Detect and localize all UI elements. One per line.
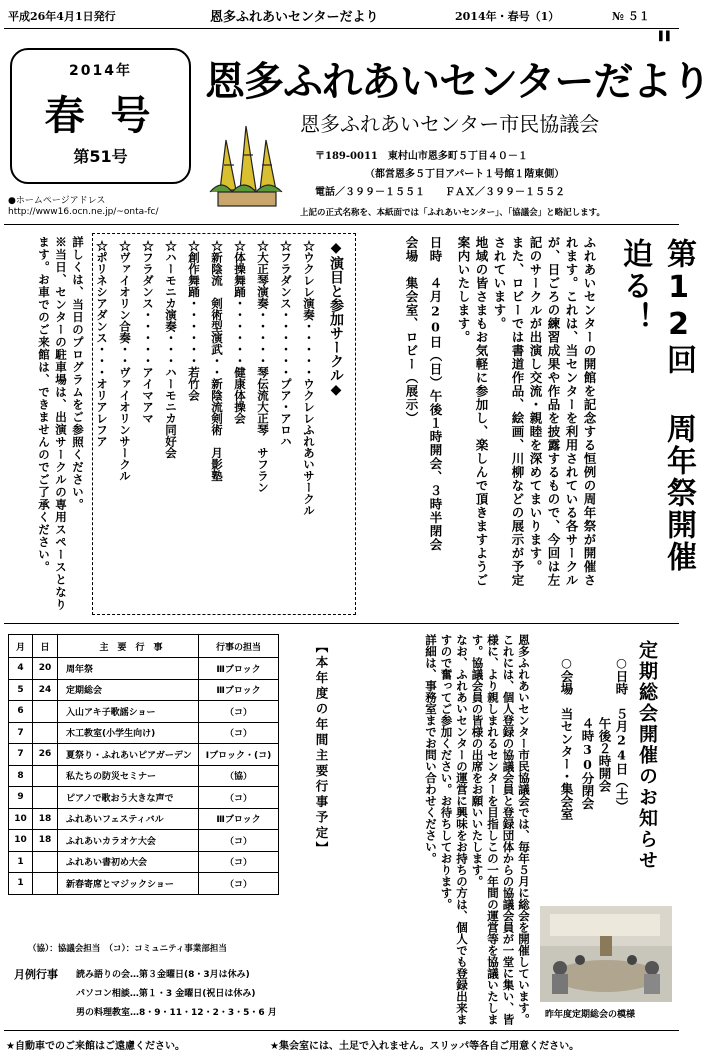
bamboo-center: [240, 126, 256, 190]
meeting-headline: 定期総会開催のお知らせ: [636, 640, 658, 871]
festival-paragraph-3: 地域の皆さまもお気軽に参加し、楽しんで頂きますようご案内いたします。: [456, 236, 489, 587]
masthead-rule: [4, 224, 679, 225]
cell-month: 10: [9, 830, 33, 852]
cell-event: ふれあいフェスティバル: [58, 808, 199, 830]
kadomatsu-illustration: [200, 120, 290, 210]
cell-organizer: （コ）: [199, 873, 279, 895]
header-season: 2014年・春号（1）: [455, 10, 560, 23]
cell-organizer: （コ）: [199, 787, 279, 809]
cell-event: 木工教室(小学生向け): [58, 722, 199, 744]
parking-notice: [8, 236, 86, 611]
cell-day: 26: [33, 744, 58, 766]
circle-item: ☆フラダンス・・・・・・プア・アロハ: [279, 240, 293, 447]
circle-item: ☆ハーモニカ演奏・・・ハーモニカ同好会: [164, 240, 178, 459]
pine-leaves: [210, 185, 282, 192]
issue-badge: [10, 48, 191, 184]
header-paper-name: 恩多ふれあいセンターだより: [210, 10, 379, 25]
cell-organizer: （コ）: [199, 722, 279, 744]
footer-notice-car: ★自動車でのご来館はご遠慮ください。: [6, 1041, 185, 1052]
meeting-paragraph-3: なお、ふれあいセンターの運営に興味をお持ちの方は、個人でも登録出来ますので奮ってご参加ください。お待ちしております。: [439, 634, 469, 1025]
cell-organizer: Ⅲブロック: [199, 679, 279, 701]
monthly-item: 男の料理教室…8・9・11・12・2・3・5・6 月: [76, 1008, 277, 1018]
cell-event: 周年祭: [58, 658, 199, 680]
table-row: [9, 658, 279, 680]
circle-item: ☆ポリネシアダンス・・・オリアレフア: [95, 240, 109, 447]
schedule-side-title: 【本年度の年間主要行事予定】: [314, 640, 329, 857]
meeting-paragraph-1: 恩多ふれあいセンター市民協議会では、毎年５月に総会を開催しています。: [517, 634, 531, 1025]
cell-day: 18: [33, 830, 58, 852]
circle-item: ☆ウクレレ演奏・・・・・ウクレレふれあいサークル: [302, 240, 316, 516]
cell-organizer: Ⅰブロック・(コ): [199, 744, 279, 766]
meeting-schedule: [540, 655, 630, 895]
schedule-table: [8, 634, 279, 895]
badge-season: 春 号: [44, 92, 157, 139]
table-row: [9, 851, 279, 873]
cell-day: [33, 851, 58, 873]
festival-paragraph-2: また、ロビーでは書道作品、絵画、川柳などの展示が予定されています。: [492, 236, 525, 587]
cell-month: 9: [9, 787, 33, 809]
cell-event: 定期総会: [58, 679, 199, 701]
corner-mark: ▌▌: [659, 32, 673, 42]
meeting-body: [345, 634, 531, 1032]
masthead-title: 恩多ふれあいセンターだより: [205, 58, 710, 105]
header-organizer: 行事の担当: [199, 635, 279, 658]
meeting-paragraph-2: これには、個人登録の協議会員と登録団体からの協議会員が一堂に集い、皆様に、より親しまれるセンターを目指しこの一年間の運営等を協議いたします。協議会員の皆様の出席をお願いいたします。: [470, 634, 516, 1025]
meeting-date: ○日時 ５月24日（土）: [614, 655, 629, 813]
abbreviation-note: 上記の正式名称を、本紙面では「ふれあいセンター」、「協議会」と略記します。: [300, 208, 605, 218]
schedule-legend: （協）：協議会担当 （コ）：コミュニティ事業部担当: [28, 944, 227, 954]
cell-month: 10: [9, 808, 33, 830]
address-line1: 〒189-0011 東村山市恩多町５丁目４０－１: [315, 151, 528, 162]
cell-month: 7: [9, 744, 33, 766]
footer-notice-slippers: ★集会室には、土足で入れません。スリッパ等各自ご用意ください。: [270, 1041, 580, 1052]
cell-event: 新春寄席とマジックショー: [58, 873, 199, 895]
cell-month: 4: [9, 658, 33, 680]
circle-item: ☆大正琴演奏・・・・・琴伝流大正琴 サフラン: [256, 240, 270, 493]
middle-rule: [4, 623, 679, 624]
header-rule: [4, 28, 679, 29]
cell-month: 5: [9, 679, 33, 701]
circle-item: ☆新陰流 剣術型演武・・新陰流剣術 月影塾: [210, 240, 224, 482]
table-row: [9, 679, 279, 701]
photo-caption: 昨年度定期総会の模様: [545, 1010, 636, 1020]
festival-body: [362, 236, 598, 596]
cell-month: 6: [9, 701, 33, 723]
cell-event: 私たちの防災セミナー: [58, 765, 199, 787]
kadomatsu-base: [218, 192, 276, 206]
cell-event: 夏祭り・ふれあいピアガーデン: [58, 744, 199, 766]
circle-item: ☆フラダンス・・・・・アイマアマ: [141, 240, 155, 424]
monthly-label: 月例行事: [14, 968, 58, 981]
table-row: [9, 830, 279, 852]
cell-organizer: Ⅲブロック: [199, 658, 279, 680]
issue-date: 平成26年4月1日発行: [8, 10, 116, 23]
cell-day: 18: [33, 808, 58, 830]
header-month: 月: [9, 635, 33, 658]
cell-organizer: （コ）: [199, 830, 279, 852]
circles-title: ◆演目と参加サークル◆: [328, 240, 344, 398]
cell-day: 20: [33, 658, 58, 680]
festival-headline: 第12回 周年祭開催迫る！: [617, 238, 696, 573]
circle-item: ☆創作舞踊・・・・・・若竹会: [187, 240, 201, 401]
cell-day: [33, 873, 58, 895]
cell-event: 入山アキ子歌謡ショー: [58, 701, 199, 723]
cell-event: ふれあい書初め大会: [58, 851, 199, 873]
masthead-subtitle: 恩多ふれあいセンター市民協議会: [300, 112, 600, 136]
homepage-label: ●ホームページアドレス: [8, 196, 106, 206]
meeting-time-open: 午後２時開会: [597, 717, 612, 792]
badge-year: 2014年: [69, 63, 132, 79]
cell-event: ふれあいカラオケ大会: [58, 830, 199, 852]
cell-day: [33, 701, 58, 723]
meeting-photo: [540, 906, 672, 1002]
meeting-time-close: ４時30分閉会: [580, 717, 595, 810]
monthly-item: パソコン相談…第１・3 金曜日(祝日は休み): [76, 989, 256, 999]
monthly-item: 読み語りの会…第３金曜日(8・3月は休み): [76, 970, 250, 980]
cell-organizer: （協）: [199, 765, 279, 787]
cell-organizer: （コ）: [199, 701, 279, 723]
homepage-link[interactable]: http://www16.ocn.ne.jp/~onta-fc/: [8, 207, 159, 217]
cell-month: 1: [9, 873, 33, 895]
festival-date: 日時 ４月20日（日）午後１時開会、３時半閉会: [428, 236, 443, 552]
cell-month: 1: [9, 851, 33, 873]
table-row: [9, 787, 279, 809]
footer-rule: [4, 1030, 679, 1031]
program-note: 詳しくは、当日のプログラムをご参照ください。: [71, 236, 85, 511]
badge-issue-number: 第51号: [73, 147, 128, 166]
table-row: [9, 722, 279, 744]
header-number: № ５１: [612, 10, 650, 23]
table-row: [9, 765, 279, 787]
phone-fax: 電話／３９９－１５５１ ＦＡＸ／３９９－１５５２: [315, 187, 565, 198]
cell-day: [33, 787, 58, 809]
address-line2: （都営恩多５丁目アパート１号館１階東側）: [365, 169, 565, 180]
meeting-venue: ○会場 当センター・集会室: [559, 655, 574, 820]
cell-organizer: Ⅲブロック: [199, 808, 279, 830]
circle-item: ☆ヴァイオリン合奏・・ヴァイオリンサークル: [118, 240, 132, 482]
table-row: [9, 701, 279, 723]
table-header-row: [9, 635, 279, 658]
cell-month: 8: [9, 765, 33, 787]
cell-event: ピアノで歌おう大きな声で: [58, 787, 199, 809]
cell-month: 7: [9, 722, 33, 744]
header-day: 日: [33, 635, 58, 658]
circles-list: [90, 240, 347, 606]
parking-note: ※当日、センターの駐車場は、出演サークルの専用スペースとなります。お車でのご来館は、できませんのでご了承ください。: [37, 236, 68, 611]
festival-venue: 会場 集会室、ロビー（展示）: [404, 236, 419, 425]
table-row: [9, 808, 279, 830]
meeting-paragraph-4: 詳細は、事務室までお問い合わせください。: [424, 634, 438, 864]
circles-box: [92, 233, 356, 615]
header-event: 主 要 行 事: [58, 635, 199, 658]
cell-day: [33, 765, 58, 787]
cell-day: 24: [33, 679, 58, 701]
circle-item: ☆体操舞踊・・・・・・健康体操会: [233, 240, 247, 424]
table-row: [9, 873, 279, 895]
table-row: [9, 744, 279, 766]
cell-organizer: （コ）: [199, 851, 279, 873]
cell-day: [33, 722, 58, 744]
festival-paragraph-1: ふれあいセンターの開館を記念する恒例の周年祭が開催されます。これは、当センターを利用されている各サークルが、日ごろの練習成果や作品を披露するもので、今回は左記のサークルが出演し交流・親睦を深めてまいります。: [528, 236, 597, 587]
